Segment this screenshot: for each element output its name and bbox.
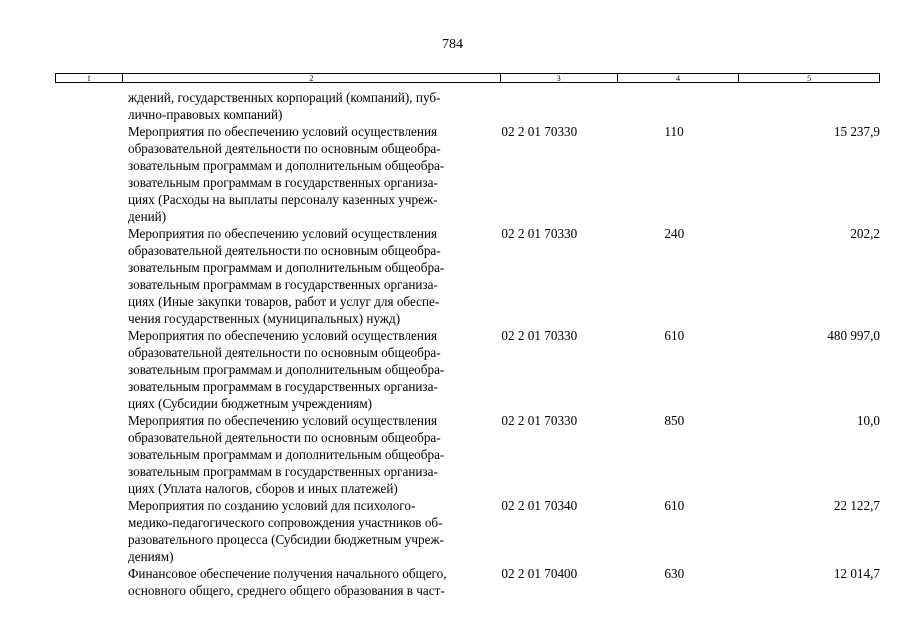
row-type: 850 — [664, 413, 685, 428]
table-body — [55, 89, 880, 599]
row-type: 240 — [664, 226, 685, 241]
row-amount: 202,2 — [850, 226, 880, 241]
row-type — [664, 89, 717, 123]
page-number: 784 — [442, 37, 463, 52]
table-row — [55, 123, 880, 225]
table-row — [55, 565, 880, 599]
row-amount: 15 237,9 — [833, 124, 880, 139]
row-amount — [717, 89, 880, 123]
row-description: Мероприятия по обеспечению условий осуществления образовательной деятельности по основным общеобра- зовательным программам и дополнительным общеобра- зовательным программам в государственных организа- циях (Субсидии бюджетным учреждениям) — [128, 328, 445, 411]
table-row — [55, 497, 880, 565]
row-code: 02 2 01 70340 — [501, 498, 578, 513]
header-col-1: 1 — [56, 74, 123, 82]
table-row — [55, 412, 880, 497]
row-code: 02 2 01 70400 — [501, 566, 578, 581]
header-col-3: 3 — [501, 74, 618, 82]
header-col-5: 5 — [807, 74, 812, 83]
row-code: 02 2 01 70330 — [501, 328, 578, 343]
row-amount: 10,0 — [856, 413, 880, 428]
row-code — [501, 89, 648, 123]
row-amount: 480 997,0 — [827, 328, 880, 343]
row-amount: 12 014,7 — [833, 566, 880, 581]
header-col-4: 4 — [618, 74, 740, 82]
row-description: Финансовое обеспечение получения начального общего, основного общего, среднего общего образования в част- — [128, 566, 447, 598]
row-description: Мероприятия по созданию условий для психолого- медико-педагогического сопровождения участников об- разовательного процесса (Субсидии бюджетным учреж- дениям) — [128, 498, 444, 564]
row-type: 610 — [664, 498, 685, 513]
row-amount: 22 122,7 — [833, 498, 880, 513]
row-type: 610 — [664, 328, 685, 343]
header-col-2: 2 — [123, 74, 501, 82]
row-description: Мероприятия по обеспечению условий осуществления образовательной деятельности по основным общеобра- зовательным программам и дополнительным общеобра- зовательным программам в государственных организа- циях (Расходы на выплаты персоналу казенных учреж- дений) — [128, 124, 445, 224]
table-header — [55, 73, 880, 83]
row-description: ждений, государственных корпораций (компаний), пуб- лично-правовых компаний) — [128, 90, 441, 122]
row-code: 02 2 01 70330 — [501, 124, 578, 139]
row-description: Мероприятия по обеспечению условий осуществления образовательной деятельности по основным общеобра- зовательным программам и дополнительным общеобра- зовательным программам в государственных организа- циях (Иные закупки товаров, работ и услуг для обеспе- чения государственных (муниципальных) нужд) — [128, 226, 445, 326]
row-description: Мероприятия по обеспечению условий осуществления образовательной деятельности по основным общеобра- зовательным программам и дополнительным общеобра- зовательным программам в государственных организа- циях (Уплата налогов, сборов и иных платежей) — [128, 413, 445, 496]
row-code: 02 2 01 70330 — [501, 413, 578, 428]
row-type: 110 — [664, 124, 684, 139]
table-row — [55, 327, 880, 412]
row-type: 630 — [664, 566, 685, 581]
table-row — [55, 89, 880, 123]
table-row — [55, 225, 880, 327]
row-code: 02 2 01 70330 — [501, 226, 578, 241]
